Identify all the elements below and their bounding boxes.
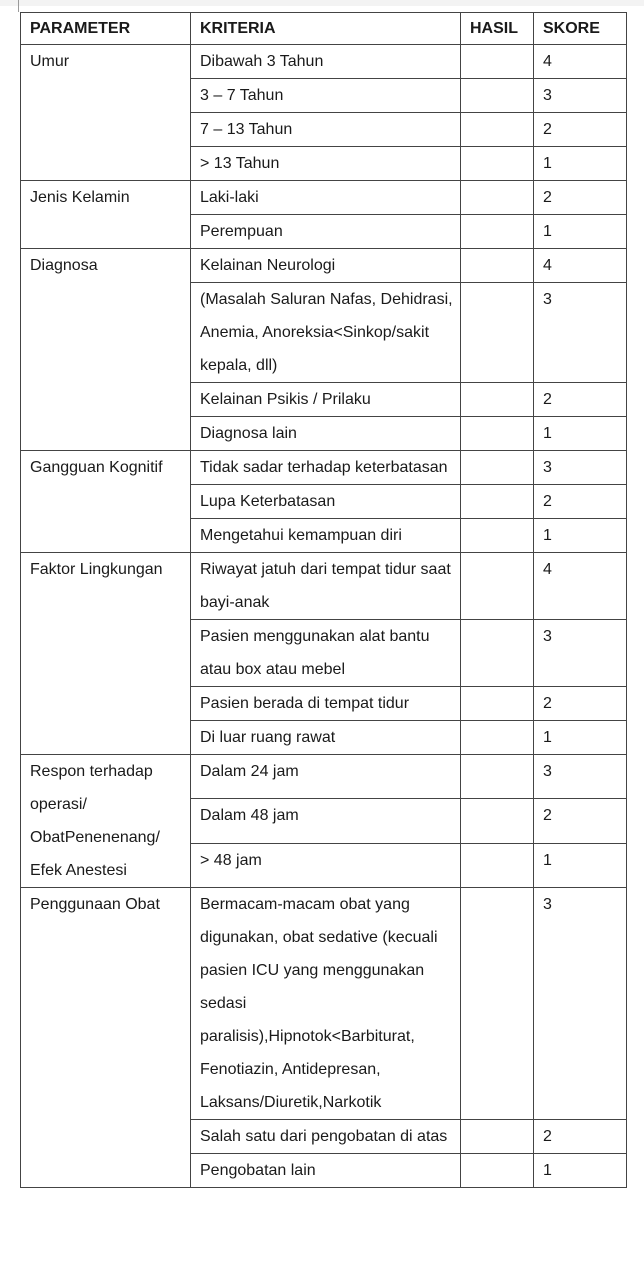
skore-cell: 1 xyxy=(534,1154,627,1188)
hasil-cell[interactable] xyxy=(461,888,534,1120)
skore-cell: 2 xyxy=(534,1120,627,1154)
table-row xyxy=(21,249,627,283)
parameter-cell: Respon terhadap operasi/ ObatPenenenang/ Efek Anestesi xyxy=(21,755,191,888)
hasil-cell[interactable] xyxy=(461,249,534,283)
skore-cell: 1 xyxy=(534,417,627,451)
skore-cell: 1 xyxy=(534,519,627,553)
skore-cell: 2 xyxy=(534,799,627,843)
skore-cell: 3 xyxy=(534,283,627,383)
skore-cell: 1 xyxy=(534,843,627,887)
skore-cell: 3 xyxy=(534,888,627,1120)
skore-cell: 2 xyxy=(534,383,627,417)
kriteria-cell: Kelainan Neurologi xyxy=(191,249,461,283)
hasil-cell[interactable] xyxy=(461,553,534,620)
parameter-cell: Gangguan Kognitif xyxy=(21,451,191,553)
skore-cell: 4 xyxy=(534,45,627,79)
kriteria-cell: Pasien menggunakan alat bantu atau box atau mebel xyxy=(191,620,461,687)
skore-cell: 3 xyxy=(534,451,627,485)
hasil-cell[interactable] xyxy=(461,283,534,383)
skore-cell: 2 xyxy=(534,113,627,147)
kriteria-cell: Bermacam-macam obat yang digunakan, obat sedative (kecuali pasien ICU yang menggunakan sedasi paralisis),Hipnotok<Barbiturat, Fenotiazin, Antidepresan, Laksans/Diuretik,Narkotik xyxy=(191,888,461,1120)
page-top-edge xyxy=(0,0,644,6)
kriteria-cell: Salah satu dari pengobatan di atas xyxy=(191,1120,461,1154)
hasil-cell[interactable] xyxy=(461,721,534,755)
hasil-cell[interactable] xyxy=(461,181,534,215)
hasil-cell[interactable] xyxy=(461,113,534,147)
skore-cell: 4 xyxy=(534,249,627,283)
kriteria-cell: (Masalah Saluran Nafas, Dehidrasi, Anemia, Anoreksia<Sinkop/sakit kepala, dll) xyxy=(191,283,461,383)
kriteria-cell: Kelainan Psikis / Prilaku xyxy=(191,383,461,417)
skore-cell: 1 xyxy=(534,721,627,755)
skore-cell: 2 xyxy=(534,687,627,721)
table-row xyxy=(21,755,627,799)
kriteria-cell: Perempuan xyxy=(191,215,461,249)
table-body xyxy=(21,45,627,1188)
hasil-cell[interactable] xyxy=(461,79,534,113)
kriteria-cell: Laki-laki xyxy=(191,181,461,215)
kriteria-cell: Pasien berada di tempat tidur xyxy=(191,687,461,721)
page-corner-mark xyxy=(18,0,19,12)
parameter-cell: Jenis Kelamin xyxy=(21,181,191,249)
hasil-cell[interactable] xyxy=(461,1154,534,1188)
parameter-cell: Umur xyxy=(21,45,191,181)
skore-cell: 3 xyxy=(534,755,627,799)
parameter-cell: Diagnosa xyxy=(21,249,191,451)
kriteria-cell: Pengobatan lain xyxy=(191,1154,461,1188)
kriteria-cell: > 13 Tahun xyxy=(191,147,461,181)
hasil-cell[interactable] xyxy=(461,417,534,451)
hasil-cell[interactable] xyxy=(461,755,534,799)
skore-cell: 1 xyxy=(534,215,627,249)
table-row xyxy=(21,553,627,620)
hasil-cell[interactable] xyxy=(461,383,534,417)
hasil-cell[interactable] xyxy=(461,147,534,181)
hasil-cell[interactable] xyxy=(461,45,534,79)
hasil-cell[interactable] xyxy=(461,519,534,553)
kriteria-cell: Diagnosa lain xyxy=(191,417,461,451)
header-kriteria: KRITERIA xyxy=(191,13,461,45)
kriteria-cell: 3 – 7 Tahun xyxy=(191,79,461,113)
skore-cell: 3 xyxy=(534,620,627,687)
hasil-cell[interactable] xyxy=(461,451,534,485)
table-row xyxy=(21,181,627,215)
skore-cell: 3 xyxy=(534,79,627,113)
hasil-cell[interactable] xyxy=(461,485,534,519)
skore-cell: 2 xyxy=(534,485,627,519)
hasil-cell[interactable] xyxy=(461,843,534,887)
kriteria-cell: Dibawah 3 Tahun xyxy=(191,45,461,79)
table-row xyxy=(21,45,627,79)
hasil-cell[interactable] xyxy=(461,799,534,843)
skore-cell: 4 xyxy=(534,553,627,620)
kriteria-cell: Mengetahui kemampuan diri xyxy=(191,519,461,553)
skore-cell: 1 xyxy=(534,147,627,181)
parameter-cell: Faktor Lingkungan xyxy=(21,553,191,755)
kriteria-cell: Dalam 24 jam xyxy=(191,755,461,799)
kriteria-cell: Tidak sadar terhadap keterbatasan xyxy=(191,451,461,485)
kriteria-cell: > 48 jam xyxy=(191,843,461,887)
fall-risk-score-table xyxy=(20,12,627,1188)
kriteria-cell: 7 – 13 Tahun xyxy=(191,113,461,147)
hasil-cell[interactable] xyxy=(461,1120,534,1154)
table-row xyxy=(21,888,627,1120)
kriteria-cell: Lupa Keterbatasan xyxy=(191,485,461,519)
header-hasil: HASIL xyxy=(461,13,534,45)
kriteria-cell: Dalam 48 jam xyxy=(191,799,461,843)
table-row xyxy=(21,451,627,485)
skore-cell: 2 xyxy=(534,181,627,215)
hasil-cell[interactable] xyxy=(461,215,534,249)
header-skore: SKORE xyxy=(534,13,627,45)
header-parameter: PARAMETER xyxy=(21,13,191,45)
parameter-cell: Penggunaan Obat xyxy=(21,888,191,1188)
hasil-cell[interactable] xyxy=(461,620,534,687)
hasil-cell[interactable] xyxy=(461,687,534,721)
kriteria-cell: Di luar ruang rawat xyxy=(191,721,461,755)
header-row xyxy=(21,13,627,45)
kriteria-cell: Riwayat jatuh dari tempat tidur saat bayi-anak xyxy=(191,553,461,620)
